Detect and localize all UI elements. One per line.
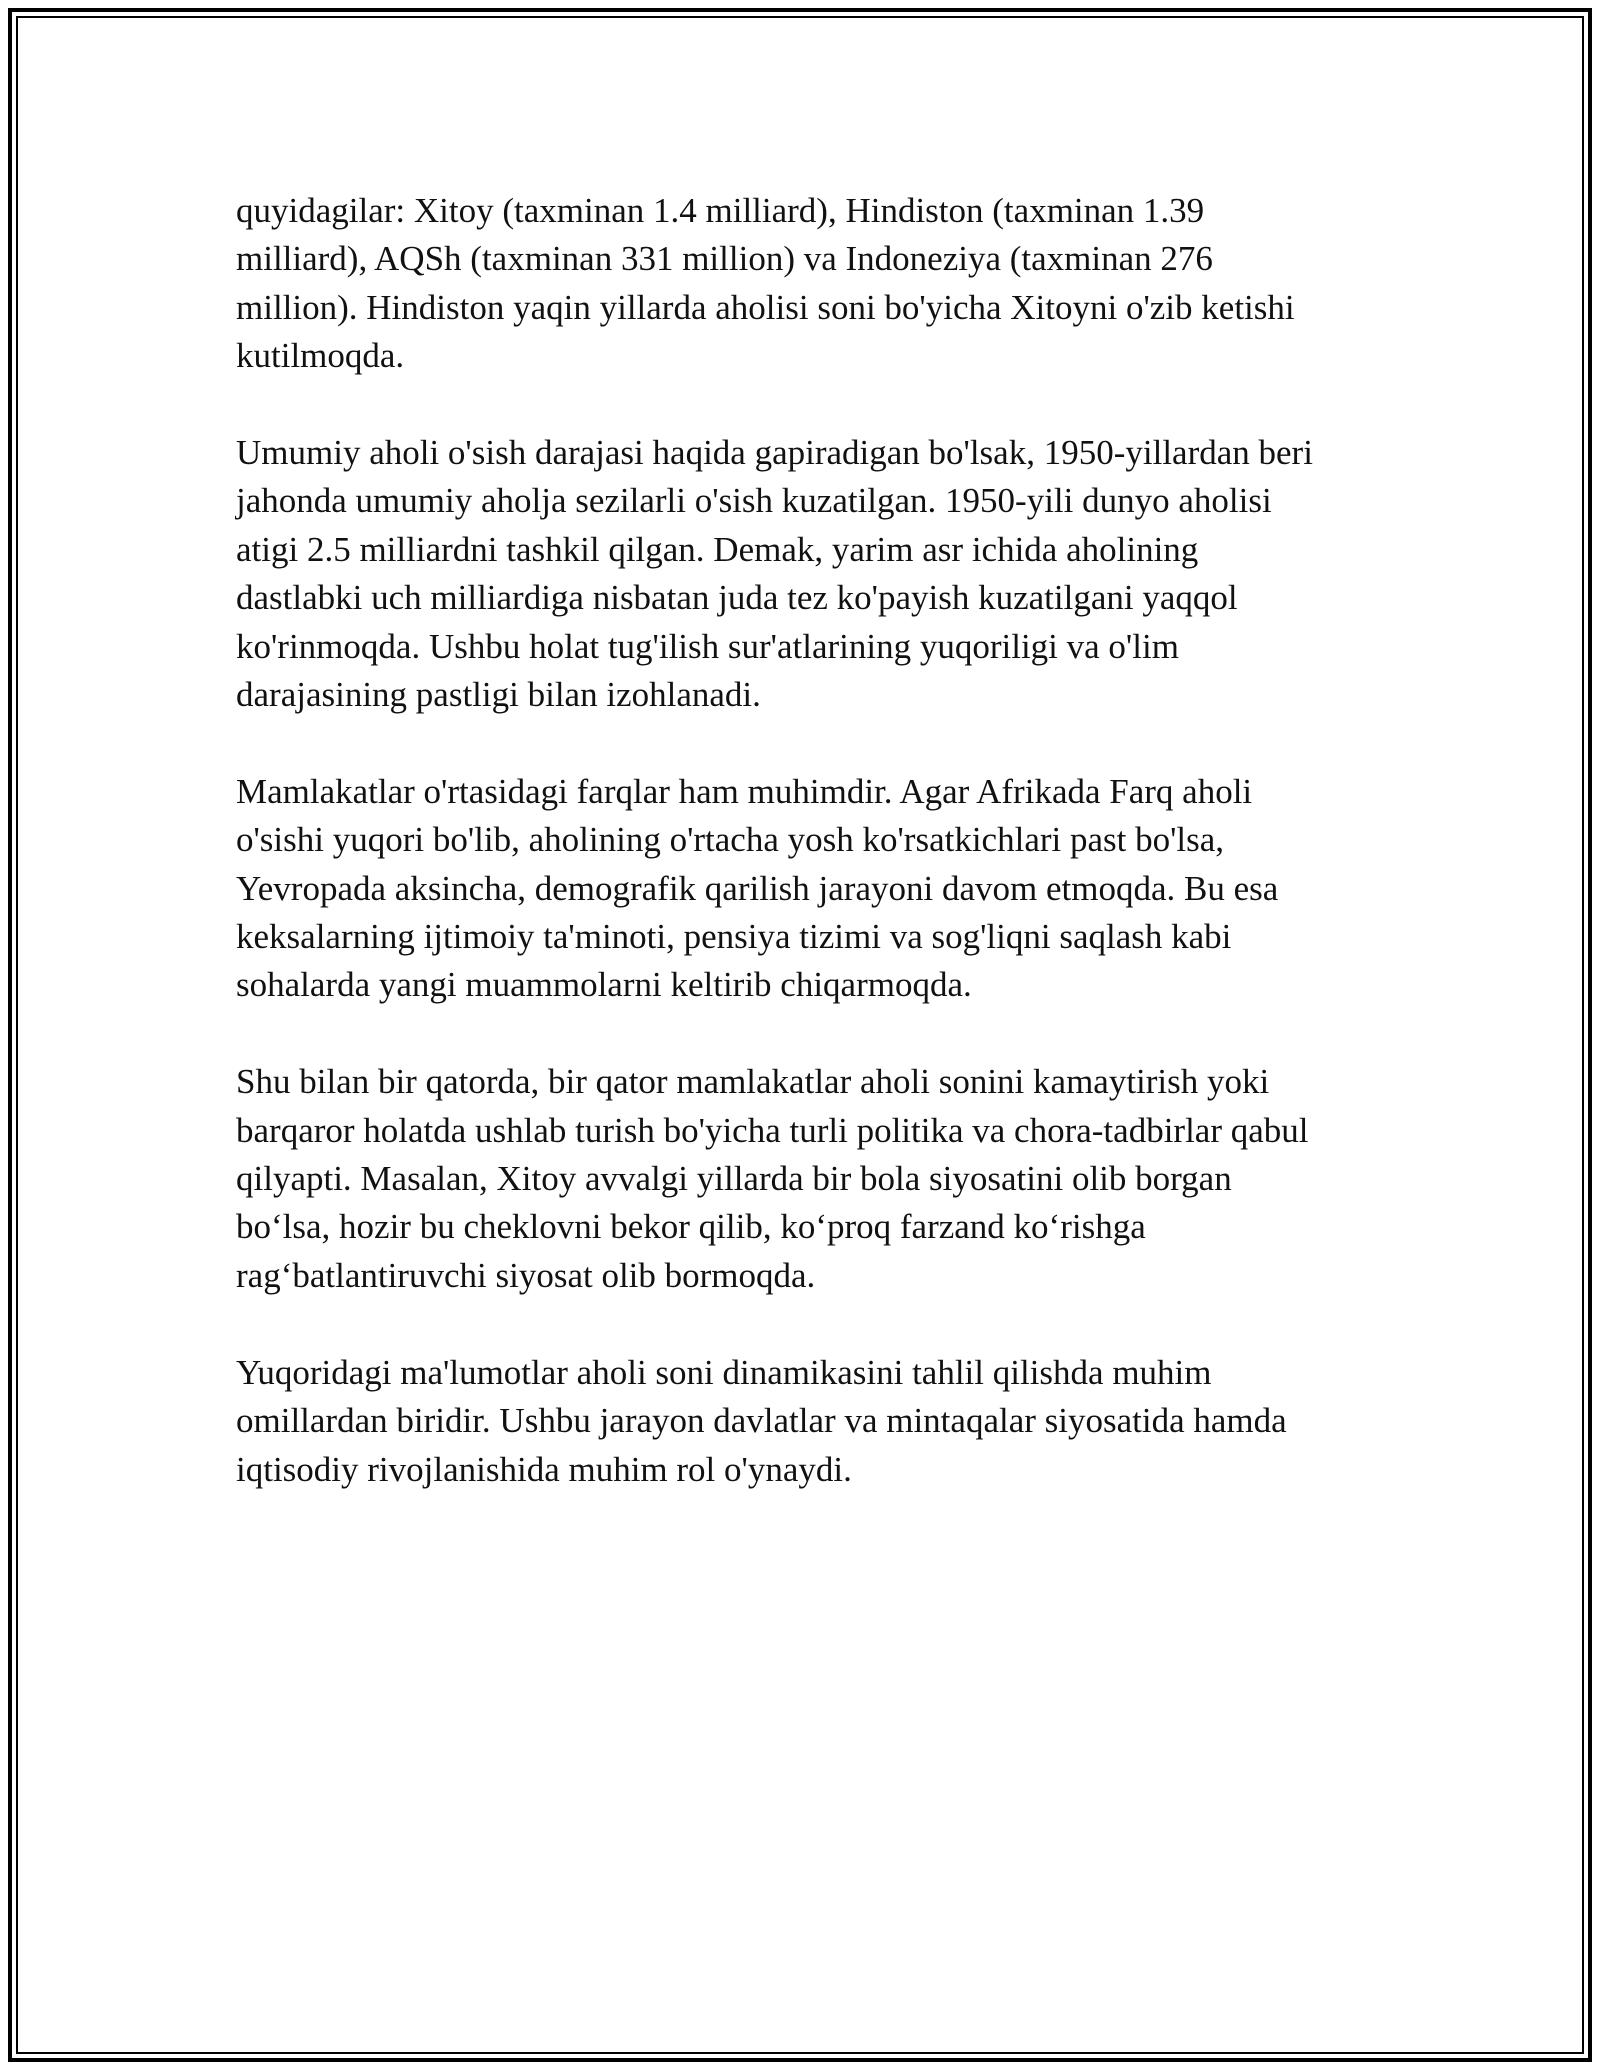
text-line: kutilmoqda. — [236, 336, 405, 376]
text-line: Yuqoridagi ma'lumotlar aholi soni dinamikasini tahlil qilishda muhim — [236, 1352, 1212, 1392]
text-line: keksalarning ijtimoiy ta'minoti, pensiya tizimi va sog'liqni saqlash kabi — [236, 917, 1232, 957]
text-line: bo‘lsa, hozir bu cheklovni bekor qilib, ko‘proq farzand ko‘rishga — [236, 1207, 1146, 1247]
text-line: sohalarda yangi muammolarni keltirib chiqarmoqda. — [236, 965, 972, 1005]
text-line: barqaror holatda ushlab turish bo'yicha turli politika va chora-tadbirlar qabul — [236, 1110, 1309, 1150]
text-line: rag‘batlantiruvchi siyosat olib bormoqda. — [236, 1255, 816, 1295]
text-line: Shu bilan bir qatorda, bir qator mamlakatlar aholi sonini kamaytirish yoki — [236, 1062, 1270, 1102]
paragraph-5 — [236, 1349, 1396, 1494]
text-line: Mamlakatlar o'rtasidagi farqlar ham muhimdir. Agar Afrikada Farq aholi — [236, 771, 1253, 811]
document-body — [236, 187, 1396, 1542]
text-line: omillardan biridir. Ushbu jarayon davlatlar va mintaqalar siyosatida hamda — [236, 1401, 1287, 1441]
paragraph-4 — [236, 1058, 1396, 1300]
paragraph-1 — [236, 187, 1396, 381]
text-line: milliard), AQSh (taxminan 331 million) va Indoneziya (taxminan 276 — [236, 239, 1213, 279]
paragraph-2 — [236, 429, 1396, 719]
text-line: Umumiy aholi o'sish darajasi haqida gapiradigan bo'lsak, 1950-yillardan beri — [236, 433, 1313, 473]
text-line: o'sishi yuqori bo'lib, aholining o'rtacha yosh ko'rsatkichlari past bo'lsa, — [236, 820, 1225, 860]
text-line: qilyapti. Masalan, Xitoy avvalgi yillarda bir bola siyosatini olib borgan — [236, 1159, 1232, 1199]
text-line: million). Hindiston yaqin yillarda aholisi soni bo'yicha Xitoyni o'zib ketishi — [236, 287, 1295, 327]
text-line: jahonda umumiy aholja sezilarli o'sish kuzatilgan. 1950-yili dunyo aholisi — [236, 481, 1272, 521]
text-line: iqtisodiy rivojlanishida muhim rol o'ynaydi. — [236, 1449, 852, 1489]
text-line: atigi 2.5 milliardni tashkil qilgan. Demak, yarim asr ichida aholining — [236, 529, 1199, 569]
text-line: quyidagilar: Xitoy (taxminan 1.4 milliard), Hindiston (taxminan 1.39 — [236, 191, 1205, 230]
text-line: dastlabki uch milliardiga nisbatan juda tez ko'payish kuzatilgani yaqqol — [236, 578, 1238, 618]
text-line: Yevropada aksincha, demografik qarilish jarayoni davom etmoqda. Bu esa — [236, 868, 1279, 908]
paragraph-3 — [236, 768, 1396, 1010]
text-line: ko'rinmoqda. Ushbu holat tug'ilish sur'atlarining yuqoriligi va o'lim — [236, 626, 1179, 666]
text-line: darajasining pastligi bilan izohlanadi. — [236, 675, 761, 715]
